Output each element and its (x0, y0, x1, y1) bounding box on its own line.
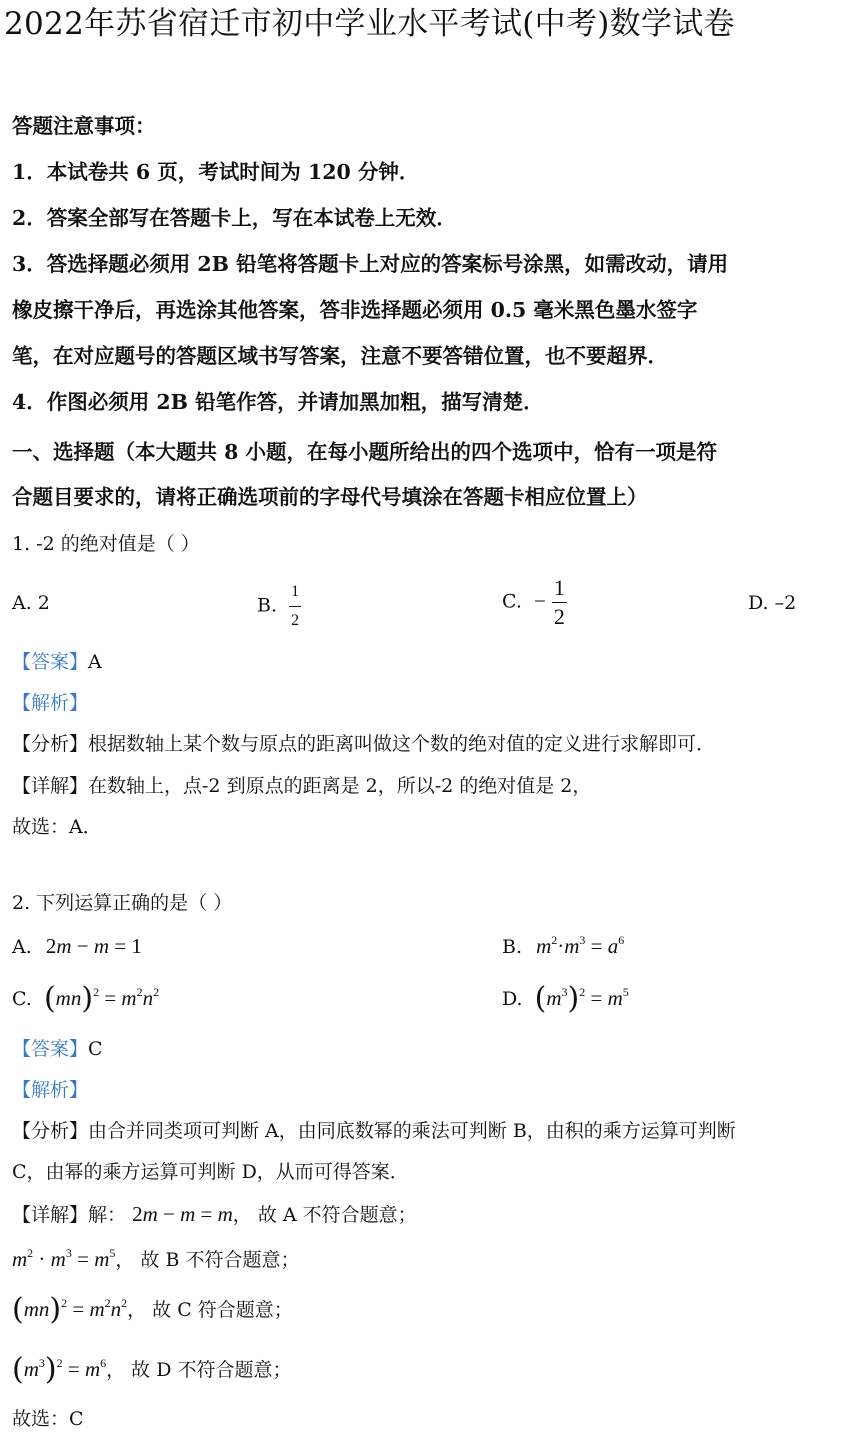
q1-option-b-denominator: 2 (291, 612, 300, 629)
q1-option-a: A. 2 (12, 592, 50, 614)
q1-option-c (502, 574, 567, 631)
q2-step-c-row (12, 1292, 293, 1327)
q2-answer-row (12, 1035, 103, 1063)
q1-option-c-denominator: 2 (553, 604, 565, 629)
section-heading-line-1: 一、选择题（本大题共 8 小题，在每小题所给出的四个选项中，恰有一项是符 (12, 440, 718, 464)
q2-option-d-expression: $(m^3)^2 = m^5$ (534, 981, 629, 1016)
q1-option-d: D. –2 (748, 592, 797, 614)
q2-step-b-row (12, 1245, 299, 1274)
notice-heading: 答题注意事项： (12, 114, 156, 138)
q2-option-a (12, 932, 142, 961)
q1-option-b-fraction (289, 578, 301, 635)
q2-stem: 2. 下列运算正确的是（ ） (12, 892, 233, 914)
notice-line-4: 橡皮擦干净后，再选涂其他答案，答非选择题必须用 0.5 毫米黑色墨水签字 (12, 298, 698, 322)
q2-step-d-row (12, 1352, 292, 1387)
q2-step-a-expression: 2m − m = m (132, 1202, 233, 1226)
q2-xiangjie-tag: 【详解】 (12, 1204, 89, 1226)
notice-line-5: 笔，在对应题号的答题区域书写答案，注意不要答错位置，也不要超界． (12, 344, 668, 368)
q2-fenxi-text-1: 由合并同类项可判断 A，由同底数幂的乘法可判断 B，由积的乘方运算可判断 (88, 1120, 736, 1142)
q1-option-c-numerator: 1 (552, 574, 567, 603)
q2-option-d-label: D. (502, 988, 523, 1010)
q1-xiangjie-tag: 【详解】 (12, 775, 89, 797)
q2-answer: C (88, 1038, 103, 1060)
q2-step-d-expression: $(m^3)^2 = m^6$ (12, 1352, 107, 1387)
section-heading-line-2: 合题目要求的，请将正确选项前的字母代号填涂在答题卡相应位置上） (12, 485, 648, 509)
notice-line-1: 1．本试卷共 6 页，考试时间为 120 分钟． (12, 160, 420, 184)
q2-option-b (502, 932, 624, 961)
q2-option-c-expression: $(mn)^2 = m^2n^2$ (43, 981, 160, 1016)
q1-answer-tag: 【答案】 (12, 651, 89, 673)
q1-option-c-fraction (552, 574, 567, 631)
q2-step-a-text: ， 故 A 不符合题意； (232, 1204, 417, 1226)
q1-fenxi-tag: 【分析】 (12, 733, 89, 755)
q1-xiangjie-row (12, 772, 591, 800)
q2-option-d (502, 981, 629, 1016)
q1-stem: 1. -2 的绝对值是（ ） (12, 533, 200, 555)
q1-xiangjie-text: 在数轴上，点-2 到原点的距离是 2，所以-2 的绝对值是 2， (88, 775, 592, 797)
q1-fenxi-row (12, 730, 715, 758)
q2-option-c (12, 981, 160, 1016)
q2-fenxi-row-2: C，由幂的乘方运算可判断 D，从而可得答案． (12, 1161, 409, 1183)
q2-step-c-text: ， 故 C 符合题意； (127, 1299, 293, 1321)
page-title: 2022年苏省宿迁市初中学业水平考试(中考)数学试卷 (4, 6, 735, 42)
q1-option-b-numerator: 1 (289, 578, 301, 607)
notice-line-2: 2．答案全部写在答题卡上，写在本试卷上无效． (12, 206, 457, 230)
q2-step-b-expression: $m^2 \cdot m^3 = m^5$ (12, 1246, 116, 1271)
q2-option-c-label: C. (12, 988, 32, 1010)
q2-step-c-expression: $(mn)^2 = m^2n^2$ (12, 1292, 128, 1327)
notice-line-3: 3．答选择题必须用 2B 铅笔将答题卡上对应的答案标号涂黑，如需改动，请用 (12, 252, 729, 276)
q1-fenxi-text: 根据数轴上某个数与原点的距离叫做这个数的绝对值的定义进行求解即可． (88, 733, 716, 755)
q2-fenxi-tag: 【分析】 (12, 1120, 89, 1142)
q1-analysis-tag: 【解析】 (12, 692, 89, 714)
q2-step-d-text: ， 故 D 不符合题意； (106, 1359, 292, 1381)
q2-option-a-label: A. (12, 936, 32, 958)
q2-xiangjie-prefix: 解： (88, 1204, 127, 1226)
q2-xiangjie-row (12, 1200, 417, 1229)
q2-option-a-expression: 2m − m = 1 (45, 934, 142, 958)
q1-answer-row (12, 648, 102, 676)
q2-option-b-label: B. (502, 936, 523, 958)
q2-analysis-tag: 【解析】 (12, 1079, 89, 1101)
q1-option-b (257, 578, 301, 635)
notice-line-6: 4．作图必须用 2B 铅笔作答，并请加黑加粗，描写清楚． (12, 390, 544, 414)
q1-answer: A (88, 651, 102, 673)
q2-option-b-expression: $m^2\cdot m^3 = a^6$ (536, 933, 625, 958)
q2-fenxi-row-1 (12, 1117, 736, 1145)
q1-option-b-label: B. (257, 594, 278, 617)
q1-option-c-sign: − (533, 588, 546, 613)
q2-conclusion: 故选：C (12, 1408, 84, 1430)
q2-answer-tag: 【答案】 (12, 1038, 89, 1060)
q2-step-b-text: ， 故 B 不符合题意； (115, 1249, 300, 1271)
q1-conclusion: 故选：A． (12, 816, 102, 838)
q1-option-c-label: C. (502, 590, 522, 613)
